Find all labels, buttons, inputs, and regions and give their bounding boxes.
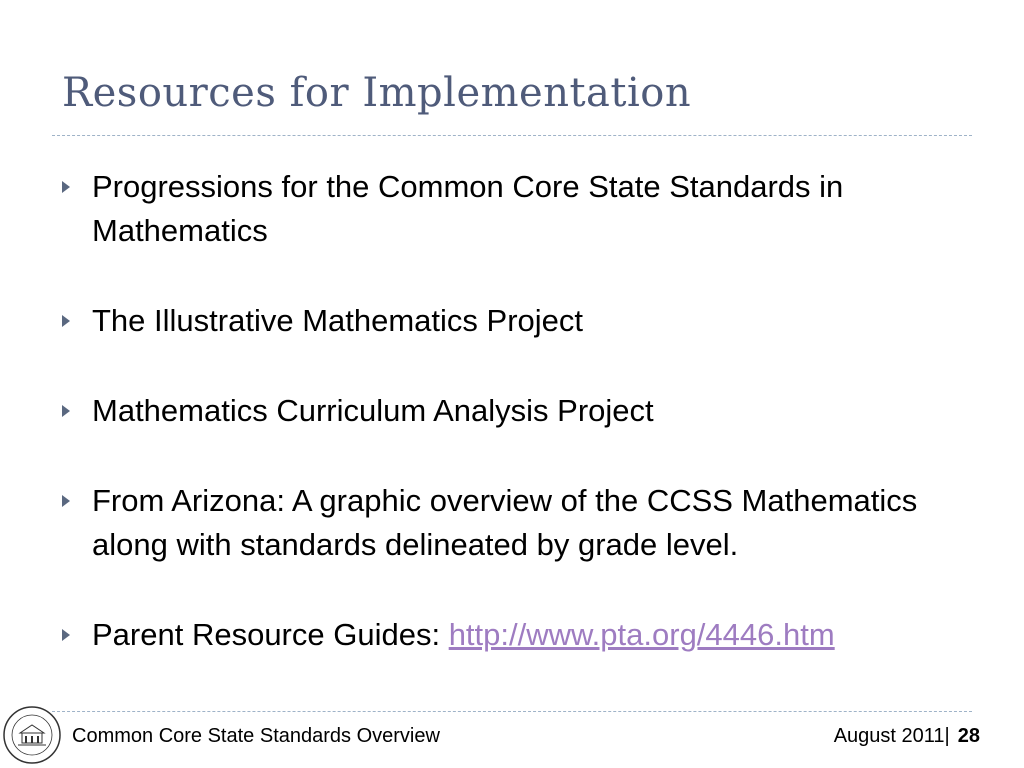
bullet-text: Mathematics Curriculum Analysis Project xyxy=(92,393,654,428)
bullet-item-progressions xyxy=(62,165,942,253)
title-divider xyxy=(52,135,972,136)
state-seal-icon xyxy=(2,705,62,765)
bullet-arrow-icon xyxy=(62,495,70,507)
bullet-item-curriculum-analysis xyxy=(62,389,942,433)
bullet-text: Parent Resource Guides: xyxy=(92,617,449,652)
bullet-item-arizona xyxy=(62,479,942,567)
bullet-arrow-icon xyxy=(62,315,70,327)
bullet-text: From Arizona: A graphic overview of the CCSS Mathematics along with standards delineated by grade level. xyxy=(92,483,918,562)
slide-title: Resources for Implementation xyxy=(62,70,692,116)
bullet-text: Progressions for the Common Core State Standards in Mathematics xyxy=(92,169,844,248)
bullet-arrow-icon xyxy=(62,181,70,193)
bullet-text: The Illustrative Mathematics Project xyxy=(92,303,584,338)
pta-link[interactable]: http://www.pta.org/4446.htm xyxy=(448,617,835,652)
bullet-list xyxy=(62,165,942,657)
footer-presentation-title: Common Core State Standards Overview xyxy=(72,725,440,747)
footer-divider xyxy=(52,711,972,712)
page-number: 28 xyxy=(957,725,980,747)
bullet-arrow-icon xyxy=(62,629,70,641)
bullet-item-parent-resource-guides xyxy=(62,613,942,657)
bullet-item-illustrative-mathematics xyxy=(62,299,942,343)
footer-date-page xyxy=(834,725,980,748)
bullet-arrow-icon xyxy=(62,405,70,417)
footer-date: August 2011| xyxy=(833,725,950,747)
